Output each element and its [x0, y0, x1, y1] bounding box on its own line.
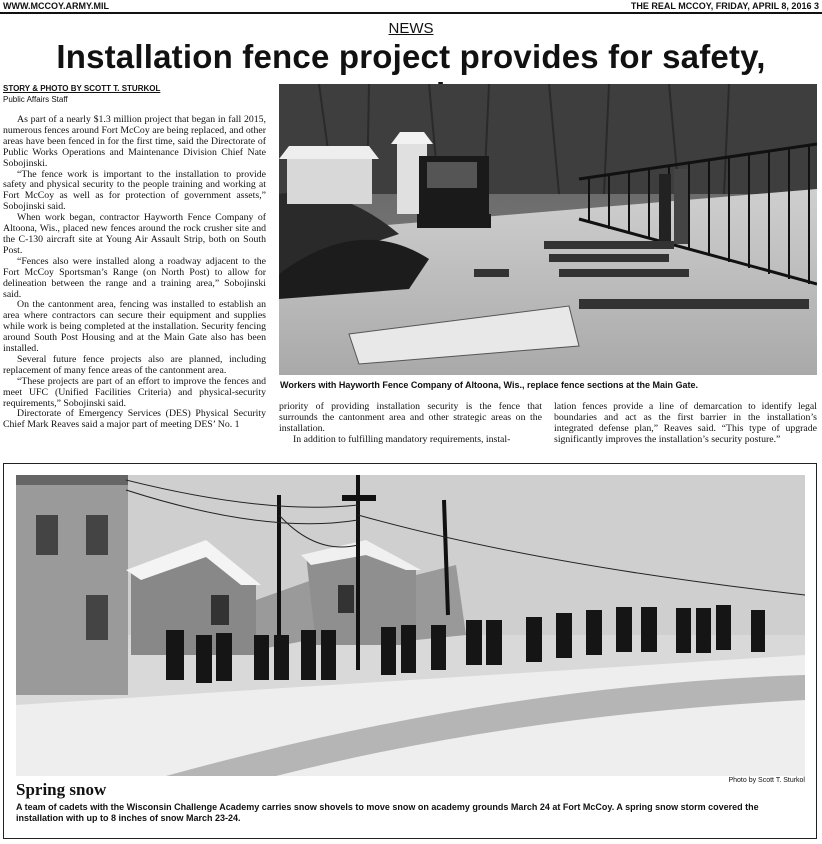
paragraph: lation fences provide a line of demarcation to identify legal boundaries and act as the first barrier in the installation’s integrated defense plan,” Reaves said. “This type of upgrade significantly improves the installation’s security posture.”	[554, 401, 817, 445]
paragraph: “These projects are part of an effort to improve the fences and meet UFC (Unified Facilities Criteria) and physical-security requirements,” Sobojinski said.	[3, 375, 266, 409]
paragraph: When work began, contractor Hayworth Fence Company of Altoona, Wis., placed new fences around the rock crusher site and the C-130 aircraft site at Young Air Assault Strip, both on South Post.	[3, 212, 266, 256]
byline-title: Public Affairs Staff	[3, 95, 68, 104]
paragraph: As part of a nearly $1.3 million project that began in fall 2015, numerous fences around Fort McCoy are being replaced, and other areas have been fenced in for the first time, said the Directorate of Public Works Operations and Maintenance Division Chief Nate Sobojinski.	[3, 114, 266, 169]
site-url[interactable]: WWW.MCCOY.ARMY.MIL	[3, 1, 109, 11]
photo2-caption: A team of cadets with the Wisconsin Challenge Academy carries snow shovels to move snow on academy grounds March 24 at Fort McCoy. A spring snow storm covered the installation with up to 8 inches of snow March 23-24.	[16, 802, 759, 823]
section-label: NEWS	[388, 20, 434, 37]
paragraph: priority of providing installation security is the fence that surrounds the cantonment area and other strategic areas on the installation.	[279, 401, 542, 434]
article-column-2	[279, 402, 542, 446]
paragraph: On the cantonment area, fencing was installed to establish an area where contractors can secure their equipment and supplies while work is being completed at the installation. Security fencing around South Post Housing and at the Main Gate also has been installed.	[3, 299, 266, 355]
paragraph: In addition to fulfilling mandatory requirements, instal-	[293, 433, 511, 445]
paragraph: “The fence work is important to the installation to provide safety and physical security to the people training and working at Fort McCoy as well as for protection of government assets,” Sobojinski said.	[3, 168, 266, 213]
article-column-3	[554, 402, 817, 446]
page-number: 3	[813, 1, 819, 11]
byline: STORY & PHOTO BY SCOTT T. STURKOL	[3, 84, 161, 93]
paragraph: Directorate of Emergency Services (DES) Physical Security Chief Mark Reaves said a major part of meeting DES’ No. 1	[3, 408, 266, 431]
header-rule	[0, 12, 822, 14]
headline: Installation fence project provides for safety,	[56, 38, 766, 75]
issue-line: THE REAL MCCOY, FRIDAY, APRIL 8, 2016 3	[630, 1, 819, 11]
photo1-caption: Workers with Hayworth Fence Company of Altoona, Wis., replace fence sections at the Main Gate.	[280, 380, 699, 390]
page-header	[0, 0, 822, 14]
fence-photo	[279, 84, 817, 375]
photo2-title: Spring snow	[16, 780, 107, 799]
paragraph: Several future fence projects also are planned, including replacement of many fence areas of the cantonment area.	[3, 353, 266, 376]
article-column-1	[3, 115, 266, 431]
snow-photo	[16, 475, 805, 776]
photo2-credit: Photo by Scott T. Sturkol	[728, 777, 805, 784]
paragraph: “Fences also were installed along a roadway adjacent to the Fort McCoy Sportsman’s Range (on North Post) to allow for delineation between the range and a training area,” Sobojinski said.	[3, 255, 266, 300]
